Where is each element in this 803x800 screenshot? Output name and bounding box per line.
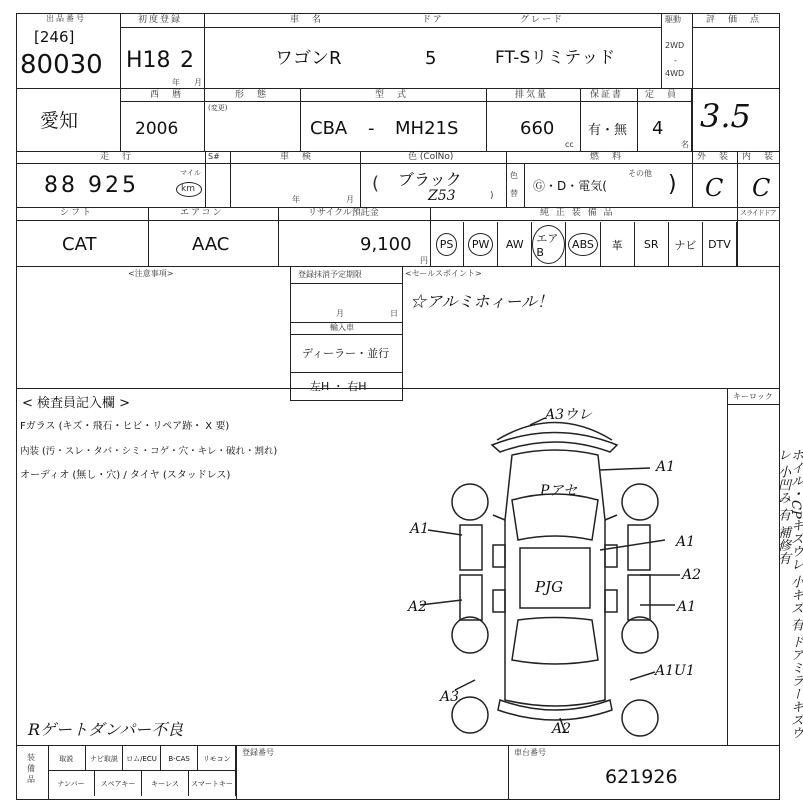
year: 2006 (135, 119, 179, 139)
mileage-unit-mile: マイル (180, 169, 201, 177)
drive-2wd: 2WD (665, 41, 685, 50)
interior-grade: C (752, 174, 771, 202)
color-sub2: 替 (510, 189, 518, 198)
side-panel-notes: ホイル・CPキズウレ 小キズ 有 ドアミラーキズウレ 小凹み 有 補修有 (775, 448, 803, 740)
exterior-label: 外 装 (697, 152, 731, 162)
lot-number: 80030 (20, 50, 103, 80)
equip-item-label: ナビ (674, 238, 697, 252)
mark-right-3: A2 (682, 567, 702, 583)
car-name: ワゴンR (275, 48, 342, 69)
caution-label: <注意事項> (128, 269, 174, 278)
drive-4wd: 4WD (665, 69, 685, 78)
mark-center: PJG (535, 578, 564, 596)
equip-item-label: SR (643, 238, 659, 251)
mark-right-4: A1 (677, 599, 697, 615)
color-sub1: 色 (510, 171, 518, 180)
model: MH21S (395, 118, 459, 139)
shaken-tsuki: 月 (346, 195, 354, 204)
handle-side: 左H ・ 右H (310, 380, 367, 393)
prefecture: 愛知 (40, 110, 79, 132)
cc-label: 排気量 (515, 90, 549, 100)
equip-item-label: ABS (568, 233, 598, 256)
shaken-label: 車 検 (280, 152, 314, 162)
mileage-unit-km: km (181, 184, 195, 194)
drive-label: 駆動 (665, 15, 681, 24)
shift: CAT (62, 234, 97, 255)
color-label: 色 (ColNo) (408, 152, 454, 162)
cc-unit: cc (565, 140, 574, 149)
first-reg-label: 初度登録 (138, 15, 183, 25)
inspection-label: 形 態 (235, 90, 269, 100)
equip-item-label: PS (436, 233, 458, 256)
equip-side-label: 装 備 品 (27, 753, 35, 785)
keylock-label: キーロック (733, 392, 773, 401)
import-dealer: ディーラー・並行 (302, 347, 390, 360)
reg-expiry-label: 登録抹消予定期限 (298, 270, 362, 279)
interior-line: 内装 (汚・スレ・タバ・シミ・コゲ・穴・キレ・破れ・割れ) (20, 446, 278, 457)
bottom-item: スマートキー (189, 771, 236, 796)
mark-top: A3ウレ (545, 407, 593, 423)
aircon: AAC (192, 234, 230, 255)
glass-line: Fガラス (キズ・飛石・ヒビ・リペア跡・ X 要) (20, 421, 230, 432)
bottom-item: ナビ取説 (86, 746, 124, 771)
warranty-label: 保証書 (590, 90, 624, 100)
model-dash: - (368, 118, 375, 139)
lot-label: 出品番号 (46, 14, 86, 23)
mark-left-3: A3 (440, 689, 460, 705)
shaken-nen: 年 (292, 195, 300, 204)
door-label: ドア (422, 15, 444, 25)
score: 3.5 (700, 97, 751, 135)
lot-bracket: [246] (34, 28, 75, 46)
mileage-label: 走 行 (100, 152, 134, 162)
chassis-label: 車台番号 (514, 748, 546, 757)
fuel-close: ) (668, 172, 677, 197)
capacity-label: 定 員 (645, 90, 679, 100)
fuel-other: その他 (628, 169, 652, 178)
grade: FT-Sリミテッド (495, 48, 616, 68)
equip-item-label: 革 (611, 238, 623, 252)
drive-dash: - (674, 56, 677, 65)
color-paren-close: ) (490, 191, 494, 201)
model-label: 型 式 (375, 90, 409, 100)
color-no: Z53 (428, 188, 456, 204)
bottom-item: スペアキー (95, 771, 142, 796)
model-prefix: CBA (310, 118, 348, 139)
grade-label: グレード (520, 15, 565, 25)
first-reg-month: 2 (180, 48, 194, 73)
first-reg: H18 (126, 48, 171, 73)
exterior-grade: C (705, 174, 724, 202)
warranty: 有・無 (588, 123, 628, 138)
mark-bottom: A2 (552, 721, 572, 737)
mark-left-2: A2 (408, 599, 428, 615)
fuel-label: 燃 料 (590, 152, 624, 162)
car-name-label: 車 名 (290, 15, 324, 25)
mark-right-2: A1 (676, 534, 696, 550)
reg-tsuki: 月 (336, 309, 344, 318)
equip-label: 純 正 装 備 品 (540, 208, 615, 218)
first-reg-tsuki: 月 (194, 78, 202, 87)
bottom-item: ロム/ECU (123, 746, 161, 771)
sales-point-label: <セールスポイント> (405, 269, 482, 278)
inspection-sub: (変更) (208, 104, 228, 112)
import-label: 輸入車 (330, 323, 354, 332)
cc: 660 (520, 118, 555, 139)
sales-point: ☆アルミホィール！ (410, 292, 554, 311)
equip-item-label: エアB (532, 225, 565, 264)
bottom-item: キーレス (142, 771, 189, 796)
bottom-item: ナンバー (48, 771, 95, 796)
right-label: スライドドア (740, 209, 776, 217)
color: ブラック (398, 170, 462, 189)
shift-label: シフト (60, 208, 94, 218)
aircon-label: エアコン (180, 208, 224, 218)
score-label: 評 価 点 (706, 15, 762, 25)
door-count: 5 (425, 48, 437, 69)
mark-left-1: A1 (410, 521, 430, 537)
first-reg-nen: 年 (172, 78, 180, 87)
rear-gate-note: Rゲートダンパー不良 (28, 720, 184, 739)
bottom-item: B-CAS (161, 746, 199, 771)
color-paren-open: ( (372, 173, 380, 194)
recycle-label: リサイクル預託金 (308, 208, 379, 218)
year-label: 西 暦 (150, 90, 184, 100)
s-label: S# (208, 152, 220, 161)
fuel: Ⓖ・D・電気( (533, 179, 607, 193)
chassis-number: 621926 (605, 766, 678, 788)
recycle: 9,100 (360, 234, 412, 255)
equip-item-label: AW (505, 238, 524, 251)
interior-label: 内 装 (742, 152, 776, 162)
reg-no-label: 登録番号 (242, 748, 274, 757)
mileage: 88 925 (44, 173, 139, 198)
reg-nichi: 日 (390, 309, 398, 318)
mark-roof: Pアセ (540, 483, 578, 499)
inspector-title: < 検査員記入欄 > (22, 396, 131, 411)
audio-line: オーディオ (無し・穴) / タイヤ (スタッドレス) (20, 470, 231, 481)
capacity-unit: 名 (681, 140, 689, 149)
equip-item-label: DTV (708, 238, 731, 251)
mark-right-5: A1U1 (655, 663, 695, 679)
bottom-item: リモコン (198, 746, 236, 771)
mark-right-1: A1 (656, 459, 676, 475)
capacity: 4 (652, 118, 664, 139)
recycle-unit: 円 (420, 256, 428, 265)
bottom-item: 取説 (48, 746, 86, 771)
equip-item-label: PW (468, 233, 494, 256)
